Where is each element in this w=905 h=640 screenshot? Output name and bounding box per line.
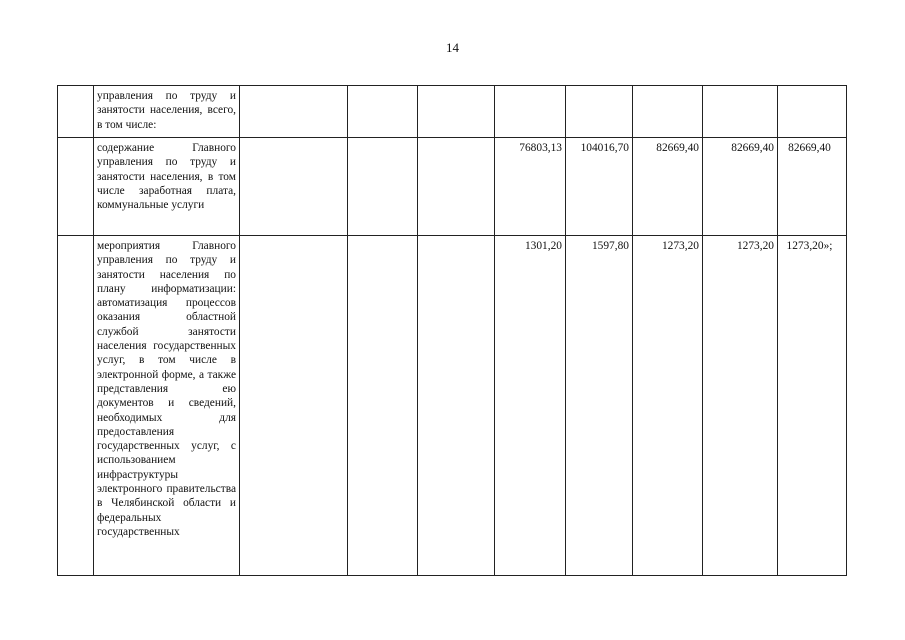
empty-cell bbox=[418, 236, 495, 576]
value-cell: 76803,13 bbox=[495, 138, 566, 236]
table-row bbox=[58, 138, 847, 236]
empty-cell bbox=[418, 86, 495, 138]
value-cell: 104016,70 bbox=[566, 138, 633, 236]
row-name-cell: мероприятия Главного управления по труду и занятости населения по плану информатизации: автоматизация процессов оказания областной службой занятости населения государственных услуг, в том числе в электронной форме, а также представления ею документов и сведений, необходимых для предоставления государственных услуг, с использованием инфраструктуры электронного правительства в Челябинской области и федеральных государственных bbox=[94, 236, 240, 576]
row-number-cell bbox=[58, 236, 94, 576]
budget-table bbox=[57, 85, 847, 576]
value-cell: 1597,80 bbox=[566, 236, 633, 576]
value-cell: 1273,20»; bbox=[778, 236, 847, 576]
empty-cell bbox=[240, 86, 348, 138]
row-name-cell: содержание Главного управления по труду и занятости населения, в том числе заработная плата, коммунальные услуги bbox=[94, 138, 240, 236]
empty-cell bbox=[348, 86, 418, 138]
value-cell: 82669,40 bbox=[633, 138, 703, 236]
empty-cell bbox=[348, 236, 418, 576]
value-cell: 1273,20 bbox=[633, 236, 703, 576]
value-cell: 1273,20 bbox=[703, 236, 778, 576]
row-number-cell bbox=[58, 86, 94, 138]
value-cell bbox=[633, 86, 703, 138]
value-cell: 82669,40 bbox=[778, 138, 847, 236]
table-row bbox=[58, 236, 847, 576]
empty-cell bbox=[240, 138, 348, 236]
empty-cell bbox=[240, 236, 348, 576]
row-name-cell: управления по труду и занятости населения, всего, в том числе: bbox=[94, 86, 240, 138]
value-cell: 82669,40 bbox=[703, 138, 778, 236]
row-number-cell bbox=[58, 138, 94, 236]
value-cell bbox=[495, 86, 566, 138]
value-cell bbox=[703, 86, 778, 138]
table-row bbox=[58, 86, 847, 138]
value-cell: 1301,20 bbox=[495, 236, 566, 576]
empty-cell bbox=[418, 138, 495, 236]
empty-cell bbox=[348, 138, 418, 236]
page-number: 14 bbox=[446, 40, 459, 55]
value-cell bbox=[566, 86, 633, 138]
value-cell bbox=[778, 86, 847, 138]
